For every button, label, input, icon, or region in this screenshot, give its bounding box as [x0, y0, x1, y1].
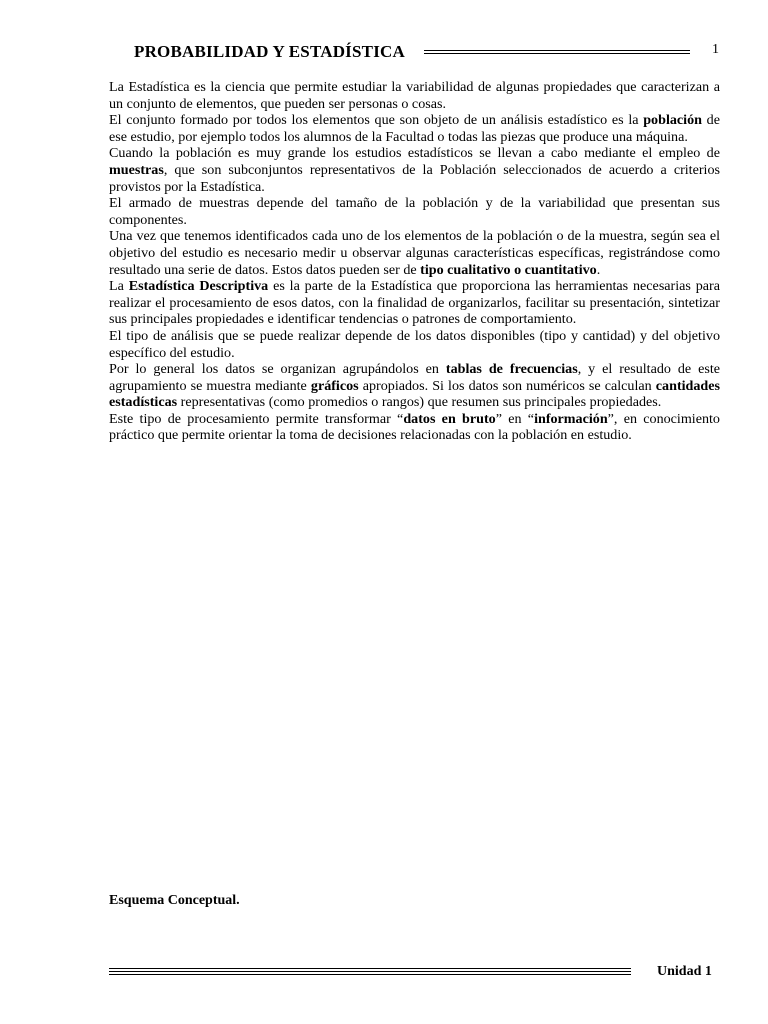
- paragraph: [109, 195, 720, 228]
- text-run: apropiados. Si los datos son numéricos se calculan: [358, 377, 656, 394]
- paragraph: [109, 328, 720, 361]
- bold-term: tipo cualitativo o cuantitativo: [420, 261, 597, 278]
- bold-term: información: [534, 410, 608, 427]
- text-run: .: [596, 261, 601, 278]
- text-run: , y el resultado de este agrupamiento se muestra mediante: [109, 361, 720, 394]
- text-run: es la parte de la Estadística que proporciona las herramientas necesarias para realizar el procesamiento de esos datos, con la finalidad de organizarlos, facilitar su presentación, sintetizar sus principales propiedades e identificar tendencias o patrones de comportamiento.: [109, 278, 721, 328]
- bold-term: datos en bruto: [403, 410, 496, 427]
- header-title: PROBABILIDAD Y ESTADÍSTICA: [134, 42, 405, 61]
- paragraph: [109, 228, 720, 278]
- bold-term: tablas de frecuencias: [445, 361, 578, 378]
- footer-label: Unidad 1: [657, 964, 712, 979]
- paragraph: [109, 411, 720, 444]
- text-run: Cuando la población es muy grande los estudios estadísticos se llevan a cabo mediante el empleo de: [109, 145, 720, 162]
- text-run: ” en “: [495, 410, 535, 427]
- text-run: , que son subconjuntos representativos de la Población seleccionados de acuerdo a criterios provistos por la Estadística.: [109, 161, 720, 195]
- bold-term: muestras: [109, 161, 164, 178]
- paragraph: [109, 145, 720, 195]
- paragraph: [109, 112, 720, 145]
- section-heading: Esquema Conceptual.: [109, 893, 240, 908]
- bold-term: Estadística Descriptiva: [128, 278, 269, 295]
- paragraph: [109, 361, 720, 411]
- footer-rule: [109, 968, 631, 972]
- text-run: Por lo general los datos se organizan agrupándolos en: [109, 361, 446, 378]
- text-run: de ese estudio, por ejemplo todos los alumnos de la Facultad o todas las piezas que produce una máquina.: [109, 112, 720, 145]
- text-run: El armado de muestras depende del tamaño de la población y de la variabilidad que presentan sus componentes.: [109, 195, 720, 228]
- text-run: ”, en conocimiento práctico que permite orientar la toma de decisiones relacionadas con la población en estudio.: [109, 410, 720, 444]
- text-run: El conjunto formado por todos los elementos que son objeto de un análisis estadístico es la: [109, 112, 644, 129]
- bold-term: cantidades estadísticas: [109, 377, 721, 411]
- header-rule: [424, 50, 690, 54]
- page-number: 1: [712, 42, 719, 57]
- text-run: Una vez que tenemos identificados cada uno de los elementos de la población o de la muestra, según sea el objetivo del estudio es necesario medir u observar algunas características específicas, registrándose como resultado una serie de datos. Estos datos pueden ser de: [109, 228, 720, 278]
- bold-term: población: [643, 112, 702, 129]
- text-run: La: [109, 278, 129, 295]
- page-header: [134, 40, 724, 64]
- text-run: La Estadística es la ciencia que permite estudiar la variabilidad de algunas propiedades que caracterizan a un conjunto de elementos, que pueden ser personas o cosas.: [109, 79, 720, 112]
- text-run: representativas (como promedios o rangos) que resumen sus principales propiedades.: [177, 394, 662, 411]
- paragraph: [109, 278, 720, 328]
- paragraph: [109, 79, 720, 112]
- text-run: Este tipo de procesamiento permite transformar “: [109, 410, 404, 427]
- text-run: El tipo de análisis que se puede realizar depende de los datos disponibles (tipo y cantidad) y del objetivo específico del estudio.: [109, 327, 720, 361]
- bold-term: gráficos: [310, 377, 359, 394]
- body-text: [109, 79, 720, 444]
